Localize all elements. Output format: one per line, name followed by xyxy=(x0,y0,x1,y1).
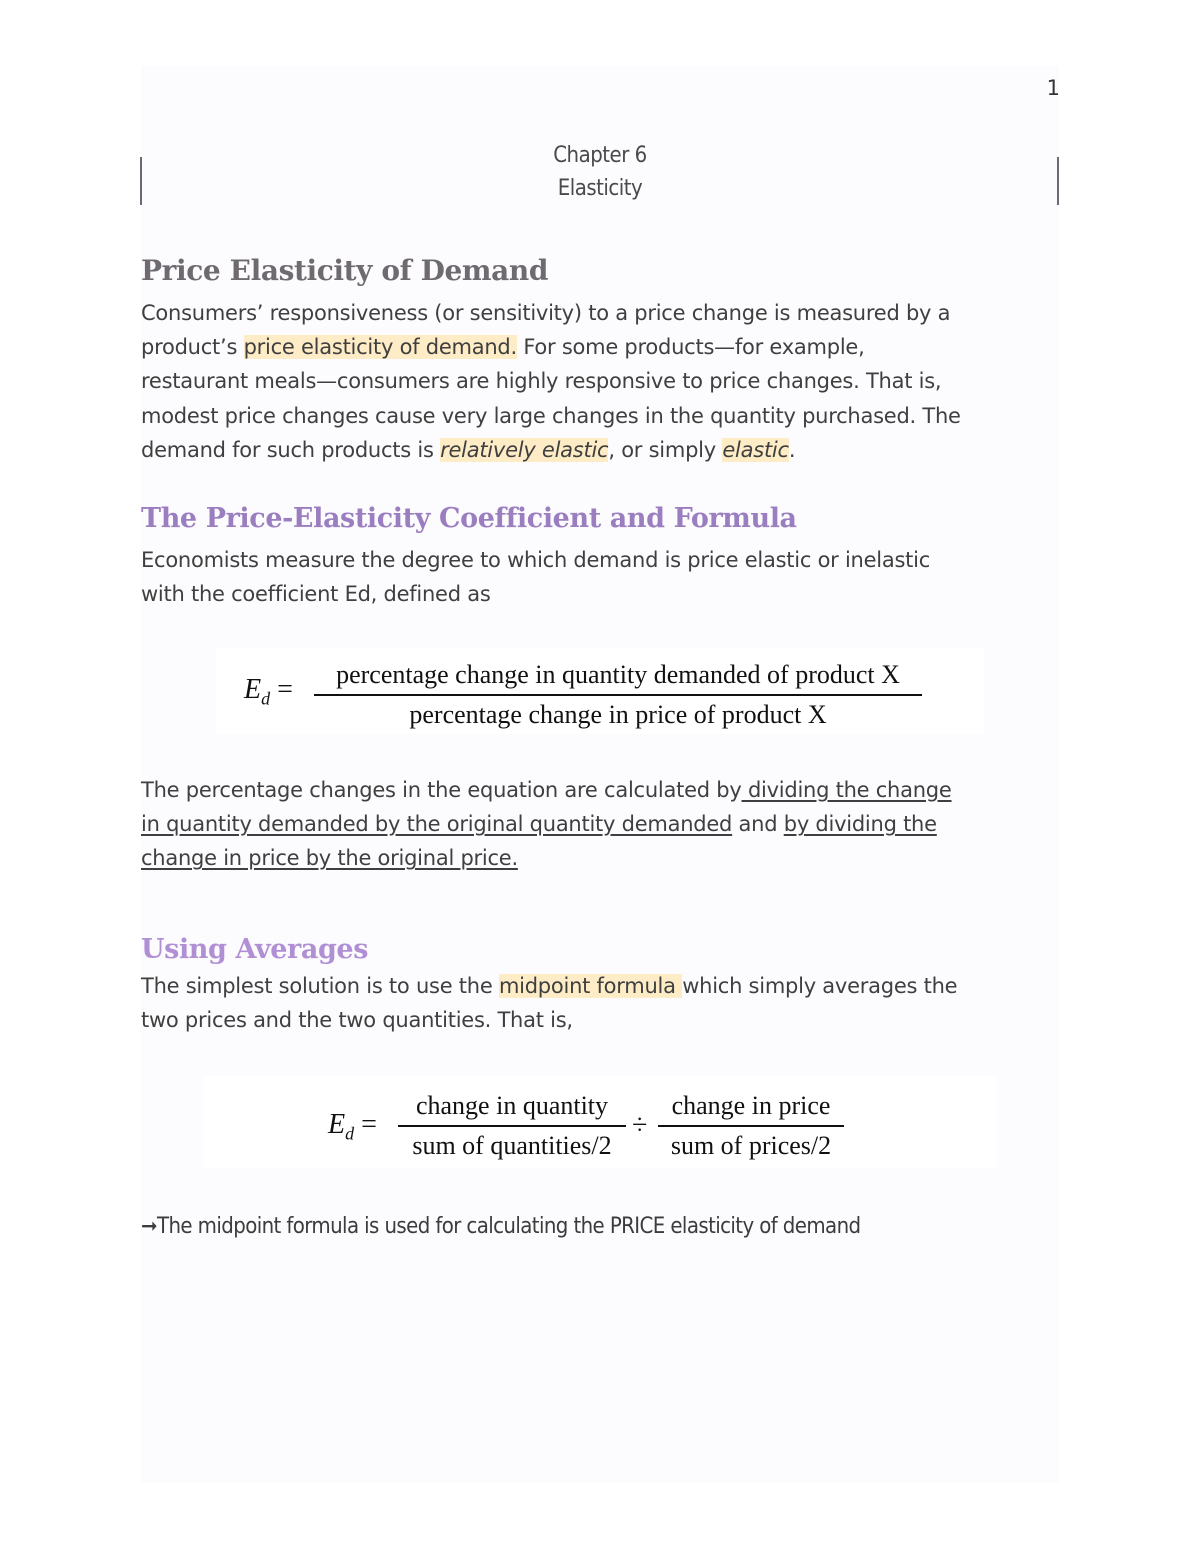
text-line: with the coefficient Ed, defined as xyxy=(141,582,491,607)
page-number: 1 xyxy=(1046,76,1060,100)
heading-using-averages: Using Averages xyxy=(141,934,369,965)
paragraph-price-elasticity xyxy=(141,296,1066,467)
text-line: two prices and the two quantities. That is, xyxy=(141,1008,573,1033)
text-span: The percentage changes in the equation are calculated by xyxy=(141,778,742,802)
formula-symbol: E xyxy=(328,1109,346,1140)
formula-fraction xyxy=(314,659,922,731)
fraction-bar xyxy=(658,1125,844,1127)
text-line: restaurant meals—consumers are highly responsive to price changes. That is, xyxy=(141,369,942,394)
text-span: The simplest solution is to use the xyxy=(141,974,499,998)
formula-denominator: sum of quantities/2 xyxy=(412,1130,612,1160)
highlight-price-elasticity-of-demand: price elasticity of demand. xyxy=(243,335,517,360)
text-span: and xyxy=(732,812,784,837)
formula-fraction-quantity xyxy=(398,1090,626,1162)
text-span: For some products—for example, xyxy=(516,335,865,360)
text-line: Consumers’ responsiveness (or sensitivity) to a price change is measured by a xyxy=(141,301,951,325)
underlined-text: change in price by the original price. xyxy=(141,846,518,871)
heading-price-elasticity-of-demand: Price Elasticity of Demand xyxy=(141,254,549,287)
highlight-elastic: elastic xyxy=(722,437,789,462)
formula-midpoint xyxy=(204,1076,996,1168)
paragraph-midpoint-intro xyxy=(141,969,1066,1037)
paragraph-percentage-changes xyxy=(141,773,1066,876)
formula-lhs xyxy=(328,1109,377,1145)
text-line: Economists measure the degree to which demand is price elastic or inelastic xyxy=(141,548,931,572)
midpoint-note: ➞The midpoint formula is used for calculating the PRICE elasticity of demand xyxy=(141,1214,861,1239)
formula-elasticity-coefficient xyxy=(216,648,984,734)
text-span: demand for such products is xyxy=(141,437,441,462)
chapter-label: Chapter 6 xyxy=(553,143,647,168)
underlined-text: in quantity demanded by the original quantity demanded xyxy=(141,812,733,837)
formula-denominator: percentage change in price of product X xyxy=(409,699,827,729)
formula-denominator: sum of prices/2 xyxy=(670,1130,832,1160)
text-span: , or simply xyxy=(608,437,723,462)
formula-numerator: change in price xyxy=(671,1091,831,1120)
text-line xyxy=(141,807,1066,841)
highlight-relatively-elastic: relatively elastic xyxy=(440,437,609,462)
formula-symbol: E xyxy=(244,674,262,705)
text-line xyxy=(141,773,1066,807)
formula-numerator: change in quantity xyxy=(415,1091,609,1120)
formula-divide-operator: ÷ xyxy=(632,1110,648,1141)
text-span: which simply averages the xyxy=(682,974,958,998)
formula-subscript: d xyxy=(345,1123,355,1144)
text-line xyxy=(141,433,1066,467)
fraction-bar xyxy=(398,1125,626,1127)
heading-price-elasticity-coefficient: The Price-Elasticity Coefficient and Formula xyxy=(141,503,797,534)
text-span: product’s xyxy=(141,335,244,360)
formula-equals: = xyxy=(277,674,293,705)
text-line xyxy=(141,969,1066,1003)
text-line: modest price changes cause very large changes in the quantity purchased. The xyxy=(141,403,961,428)
underlined-text: dividing the change xyxy=(741,778,952,802)
chapter-title: Elasticity xyxy=(557,176,643,201)
formula-fraction-price xyxy=(658,1090,844,1162)
text-line xyxy=(141,841,1066,875)
paragraph-coefficient-intro xyxy=(141,543,1066,611)
formula-lhs xyxy=(244,674,293,710)
formula-equals: = xyxy=(361,1109,377,1140)
formula-numerator: percentage change in quantity demanded of product X xyxy=(336,660,900,689)
formula-subscript: d xyxy=(261,688,271,709)
text-span: . xyxy=(788,437,796,462)
header-left-rule xyxy=(140,157,142,205)
header-right-rule xyxy=(1057,157,1059,205)
text-line xyxy=(141,330,1066,364)
highlight-midpoint-formula: midpoint formula xyxy=(498,974,683,998)
fraction-bar xyxy=(314,694,922,696)
underlined-text: by dividing the xyxy=(783,812,937,837)
